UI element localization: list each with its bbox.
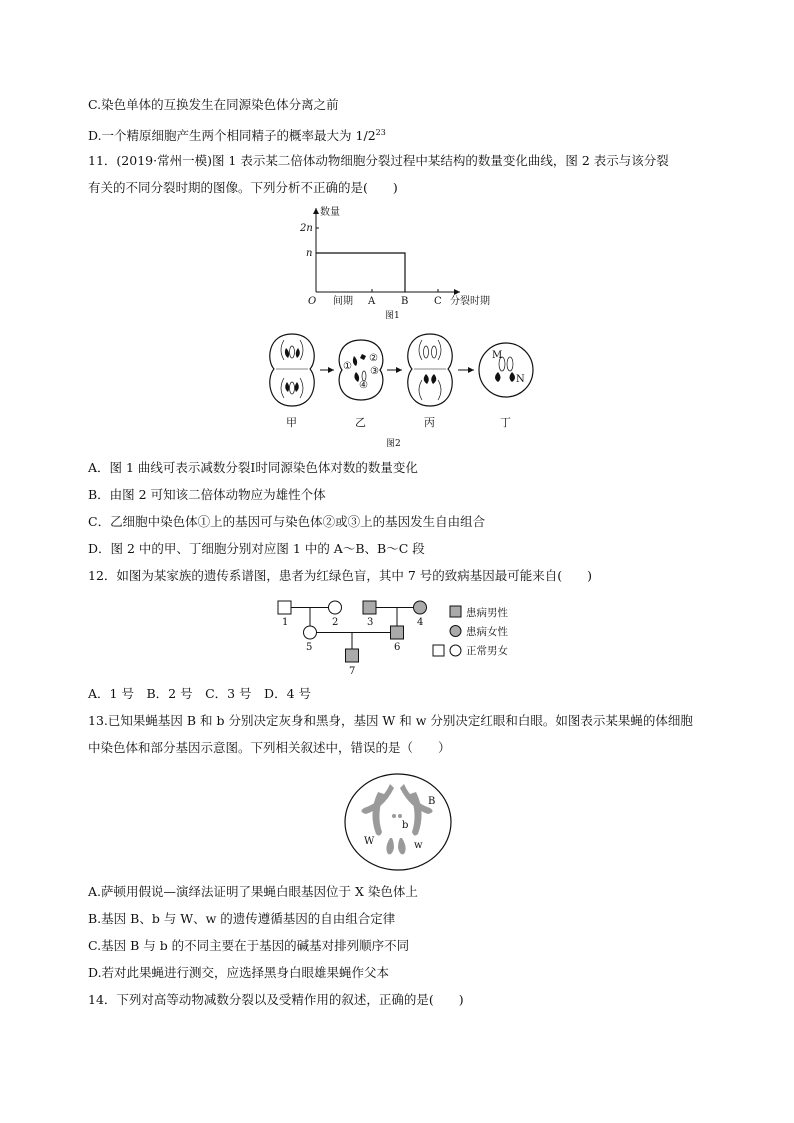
cell-yi — [339, 340, 383, 400]
q12-pedigree — [270, 596, 530, 678]
legend-affected-male: 患病男性 — [466, 607, 508, 619]
fig1-y-n: n — [306, 248, 313, 259]
q13-option-b: B.基因 B、b 与 W、w 的遗传遵循基因的自由组合定律 — [88, 911, 396, 926]
fig1-origin: O — [308, 296, 317, 307]
chromosome-label-m: M — [492, 350, 503, 361]
fig1-x-c: C — [434, 296, 442, 307]
cell-label-jia: 甲 — [286, 416, 297, 429]
q11-figure2-cells — [262, 330, 542, 454]
pedigree-id-1: 1 — [282, 617, 289, 628]
pedigree-id-4: 4 — [417, 617, 424, 628]
legend-normal: 正常男女 — [466, 645, 508, 657]
cell-label-ding: 丁 — [500, 416, 511, 429]
pedigree-id-3: 3 — [367, 617, 374, 628]
cell-ding — [479, 343, 533, 397]
chromosome-label-n: N — [516, 374, 525, 385]
fig1-x-b: B — [401, 296, 409, 307]
q10-option-d: D.一个精原细胞产生两个相同精子的概率最大为 $1/2^{23}$ — [88, 128, 386, 144]
q13-stem-line2: 中染色体和部分基因示意图。下列相关叙述中，错误的是（ ） — [88, 740, 451, 755]
chromosome-label-4: ④ — [359, 380, 368, 391]
q11-stem-line1: 11．(2019·常州一模)图 1 表示某二倍体动物细胞分裂过程中某结构的数量变化曲线，图 2 表示与该分裂 — [88, 153, 669, 168]
fig1-ylabel: 数量 — [320, 207, 340, 218]
q11-option-c: C．乙细胞中染色体①上的基因可与染色体②或③上的基因发生自由组合 — [88, 514, 486, 529]
q13-stem-line1: 13.已知果蝇基因 B 和 b 分别决定灰身和黑身，基因 W 和 w 分别决定红眼和白眼。如图表示某果蝇的体细胞 — [88, 713, 693, 728]
gene-label-w-lower: w — [414, 840, 423, 851]
q13-option-d: D.若对此果蝇进行测交，应选择黑身白眼雄果蝇作父本 — [88, 965, 390, 980]
chromosome-label-2: ② — [369, 353, 378, 364]
q12-stem: 12．如图为某家族的遗传系谱图，患者为红绿色盲，其中 7 号的致病基因最可能来自( ) — [88, 568, 593, 583]
gene-label-w-upper: W — [364, 836, 375, 847]
gene-label-b-lower: b — [402, 820, 409, 831]
q13-chromosome-figure — [344, 772, 454, 872]
fig1-y-2n: 2n — [300, 223, 313, 234]
fig1-xlabel: 分裂时期 — [450, 296, 490, 307]
chromosome-label-3: ③ — [370, 366, 379, 377]
cell-jia — [270, 334, 314, 406]
q12-options: A．1 号 B．2 号 C．3 号 D．4 号 — [88, 686, 312, 701]
q13-option-c: C.基因 B 与 b 的不同主要在于基因的碱基对排列顺序不同 — [88, 938, 410, 953]
legend-affected-female: 患病女性 — [466, 626, 508, 638]
cell-label-yi: 乙 — [355, 416, 366, 429]
q11-option-b: B．由图 2 可知该二倍体动物应为雄性个体 — [88, 487, 326, 502]
chromosome-label-1: ① — [343, 361, 352, 372]
q13-option-a: A.萨顿用假说—演绎法证明了果蝇白眼基因位于 X 染色体上 — [88, 884, 418, 899]
fig2-caption: 图2 — [386, 439, 401, 449]
q10-option-c: C.染色单体的互换发生在同源染色体分离之前 — [88, 97, 339, 112]
pedigree-id-7: 7 — [349, 666, 356, 677]
q11-option-a: A．图 1 曲线可表示减数分裂Ⅰ时同源染色体对数的数量变化 — [88, 460, 418, 475]
q11-figure1-graph — [290, 200, 520, 320]
q11-stem-line2: 有关的不同分裂时期的图像。下列分析不正确的是( ) — [88, 180, 398, 195]
pedigree-id-6: 6 — [394, 642, 401, 653]
cell-label-bing: 丙 — [424, 416, 435, 429]
fig1-x-a: A — [368, 296, 376, 307]
q14-stem: 14．下列对高等动物减数分裂以及受精作用的叙述，正确的是( ) — [88, 992, 464, 1007]
pedigree-id-2: 2 — [332, 617, 339, 628]
q11-option-d: D．图 2 中的甲、丁细胞分别对应图 1 中的 A～B、B～C 段 — [88, 541, 425, 556]
pedigree-id-5: 5 — [306, 642, 313, 653]
gene-label-b-upper: B — [428, 796, 436, 807]
fig1-caption: 图1 — [385, 311, 400, 321]
cell-bing — [408, 334, 452, 406]
fig1-x-interphase: 间期 — [333, 296, 353, 307]
